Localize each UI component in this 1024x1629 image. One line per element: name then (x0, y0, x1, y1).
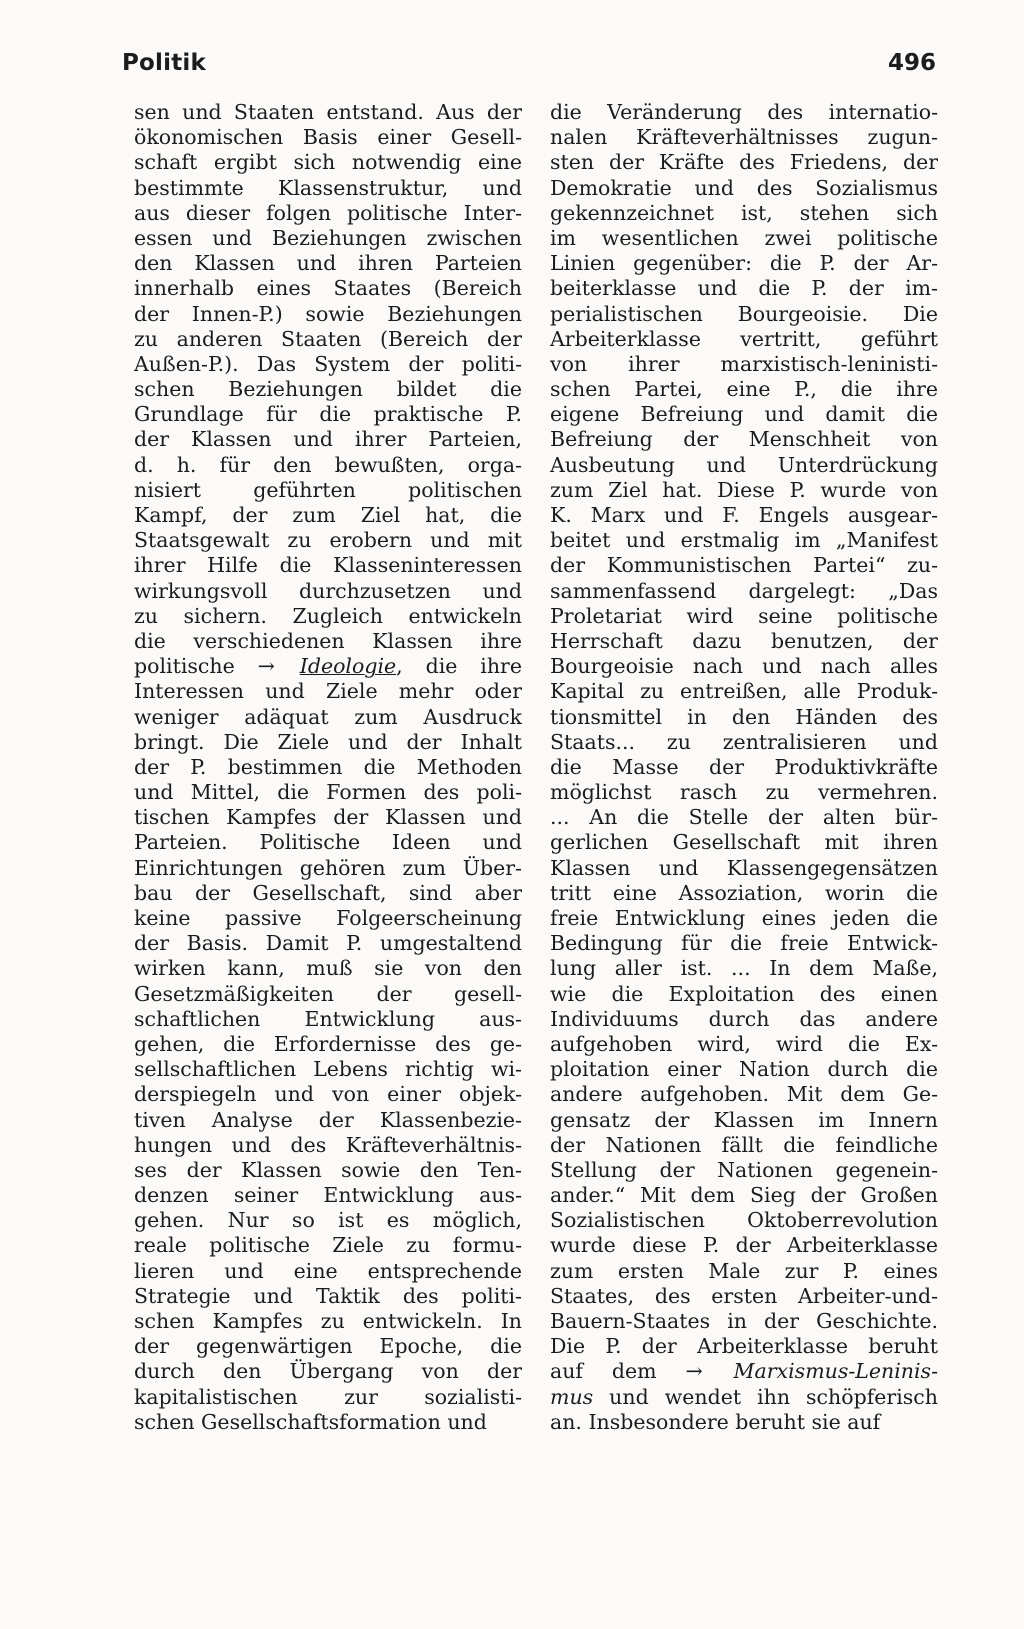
text-line: Staates, des ersten Arbeiter-und- (550, 1283, 938, 1308)
text-line: gehen. Nur so ist es möglich, (134, 1208, 522, 1233)
text-line: beiterklasse und die P. der im- (550, 276, 938, 301)
text-line: essen und Beziehungen zwischen (134, 225, 522, 250)
text-line: ses der Klassen sowie den Ten- (134, 1157, 522, 1182)
text-line: hungen und des Kräfteverhältnis- (134, 1132, 522, 1157)
text-line: Befreiung der Menschheit von (550, 427, 938, 452)
text-line: Staatsgewalt zu erobern und mit (134, 528, 522, 553)
text-fragment: auf dem (550, 1359, 686, 1384)
text-line: bau der Gesellschaft, sind aber (134, 880, 522, 905)
text-line: der gegenwärtigen Epoche, die (134, 1334, 522, 1359)
text-line: Kapital zu entreißen, alle Produk- (550, 679, 938, 704)
text-line: ökonomischen Basis einer Gesell- (134, 125, 522, 150)
text-line-mus (550, 1385, 938, 1410)
text-line: durch den Übergang von der (134, 1359, 522, 1384)
text-line: Einrichtungen gehören zum Über- (134, 855, 522, 880)
text-line: Sozialistischen Oktoberrevolution (550, 1208, 938, 1233)
text-line: zum ersten Male zur P. eines (550, 1258, 938, 1283)
text-line: gerlichen Gesellschaft mit ihren (550, 830, 938, 855)
text-line: K. Marx und F. Engels ausgear- (550, 503, 938, 527)
text-line: reale politische Ziele zu formu- (134, 1233, 522, 1258)
cross-reference-marxismus-leninismus-cont[interactable]: mus (550, 1384, 594, 1409)
text-line: bringt. Die Ziele und der Inhalt (134, 729, 522, 754)
text-fragment: politische (134, 654, 258, 679)
text-line: tischen Kampfes der Klassen und (134, 805, 522, 830)
text-line: Gesetzmäßigkeiten der gesell- (134, 981, 522, 1006)
text-line: Außen-P.). Das System der politi- (134, 351, 522, 376)
text-line: Ausbeutung und Unterdrückung (550, 452, 938, 477)
text-line: freie Entwicklung eines jeden die (550, 906, 938, 930)
text-line: der Kommunistischen Partei“ zu- (550, 553, 938, 578)
text-line: eigene Befreiung und damit die (550, 402, 938, 427)
text-line: innerhalb eines Staates (Bereich (134, 276, 522, 301)
text-line: der Innen-P.) sowie Beziehungen (134, 301, 522, 326)
text-line: zu anderen Staaten (Bereich der (134, 326, 522, 351)
text-line: schen Beziehungen bildet die (134, 377, 522, 402)
text-line: schen Partei, eine P., die ihre (550, 377, 938, 402)
text-line: Strategie und Taktik des politi- (134, 1283, 522, 1308)
text-line: wurde diese P. der Arbeiterklasse (550, 1233, 938, 1258)
text-line: zu sichern. Zugleich entwickeln (134, 603, 522, 628)
text-line: Proletariat wird seine politische (550, 603, 938, 628)
text-line: schen Gesellschaftsformation und (134, 1409, 487, 1434)
text-line: Demokratie und des Sozialismus (550, 175, 938, 200)
text-line: Staats... zu zentralisieren und (550, 729, 938, 754)
text-line: lieren und eine entsprechende (134, 1258, 522, 1283)
cross-reference-ideologie[interactable]: Ideologie (299, 654, 397, 679)
text-line: Bedingung für die freie Entwick- (550, 931, 938, 956)
text-column-left (134, 100, 522, 1435)
text-line-marxismus (550, 1359, 938, 1384)
text-line: Klassen und Klassengegensätzen (550, 855, 938, 880)
text-line: und Mittel, die Formen des poli- (134, 780, 522, 805)
text-line: weniger adäquat zum Ausdruck (134, 704, 522, 729)
page-header (122, 50, 936, 90)
text-line: nalen Kräfteverhältnisses zugun- (550, 125, 938, 150)
text-line: lung aller ist. ... In dem Maße, (550, 956, 938, 981)
text-line: Kampf, der zum Ziel hat, die (134, 503, 522, 527)
text-line: ihrer Hilfe die Klasseninteressen (134, 553, 522, 578)
text-line: gehen, die Erfordernisse des ge- (134, 1031, 522, 1056)
text-line: aufgehoben wird, wird die Ex- (550, 1031, 938, 1056)
text-line: sellschaftlichen Lebens richtig wi- (134, 1057, 522, 1082)
text-line: gensatz der Klassen im Innern (550, 1107, 938, 1132)
text-line: die verschiedenen Klassen ihre (134, 628, 522, 653)
text-line: Bourgeoisie nach und nach alles (550, 654, 938, 679)
text-line: denzen seiner Entwicklung aus- (134, 1183, 522, 1208)
text-line: derspiegeln und von einer objek- (134, 1082, 522, 1107)
text-line: Herrschaft dazu benutzen, der (550, 628, 938, 653)
text-line: der Klassen und ihrer Parteien, (134, 427, 522, 452)
text-line: d. h. für den bewußten, orga- (134, 452, 522, 477)
cross-reference-marxismus-leninismus[interactable]: Marxismus-Leninis- (733, 1359, 938, 1384)
text-line: die Veränderung des internatio- (550, 100, 938, 124)
text-line: Bauern-Staates in der Geschichte. (550, 1309, 938, 1333)
text-line: gekennzeichnet ist, stehen sich (550, 200, 938, 225)
text-line: der P. bestimmen die Methoden (134, 754, 522, 779)
text-line: sen und Staaten entstand. Aus der (134, 100, 522, 124)
text-line: keine passive Folgeerscheinung (134, 906, 522, 930)
text-line: beitet und erstmalig im „Manifest (550, 528, 938, 553)
text-line: im wesentlichen zwei politische (550, 225, 938, 250)
section-title: Politik (122, 50, 207, 76)
text-line: Interessen und Ziele mehr oder (134, 679, 522, 704)
text-line: tionsmittel in den Händen des (550, 704, 938, 729)
text-line: Arbeiterklasse vertritt, geführt (550, 326, 938, 351)
text-line: Parteien. Politische Ideen und (134, 830, 522, 855)
text-line: schen Kampfes zu entwickeln. In (134, 1309, 522, 1333)
text-line: die Masse der Produktivkräfte (550, 754, 938, 779)
arrow-icon: → (685, 1359, 705, 1384)
arrow-icon: → (257, 654, 277, 679)
text-line: Grundlage für die praktische P. (134, 402, 522, 427)
text-line: wirken kann, muß sie von den (134, 956, 522, 981)
text-line: der Nationen fällt die feindliche (550, 1132, 938, 1157)
text-line: tritt eine Assoziation, worin die (550, 880, 938, 905)
text-line: an. Insbesondere beruht sie auf (550, 1409, 881, 1434)
text-line: schaftlichen Entwicklung aus- (134, 1006, 522, 1031)
text-line: den Klassen und ihren Parteien (134, 251, 522, 276)
text-line: aus dieser folgen politische Inter- (134, 200, 522, 225)
text-line: sammenfassend dargelegt: „Das (550, 578, 938, 603)
page-number: 496 (887, 50, 936, 76)
text-line: zum Ziel hat. Diese P. wurde von (550, 477, 938, 502)
text-line: tiven Analyse der Klassenbezie- (134, 1107, 522, 1132)
text-fragment: und wendet ihn schöpferisch (593, 1384, 938, 1409)
text-fragment: , die ihre (396, 654, 522, 679)
text-line: Stellung der Nationen gegenein- (550, 1157, 938, 1182)
text-line: kapitalistischen zur sozialisti- (134, 1384, 522, 1409)
text-line: schaft ergibt sich notwendig eine (134, 150, 522, 175)
text-line-ideologie (134, 654, 522, 679)
text-column-right (550, 100, 938, 1435)
text-line: Individuums durch das andere (550, 1006, 938, 1031)
text-line: perialistischen Bourgeoisie. Die (550, 301, 938, 326)
text-line: andere aufgehoben. Mit dem Ge- (550, 1082, 938, 1107)
text-line: von ihrer marxistisch-leninisti- (550, 351, 938, 376)
text-line: wirkungsvoll durchzusetzen und (134, 578, 522, 603)
text-line: möglichst rasch zu vermehren. (550, 780, 938, 805)
text-line: Linien gegenüber: die P. der Ar- (550, 251, 938, 276)
text-line: nisiert geführten politischen (134, 477, 522, 502)
text-line: bestimmte Klassenstruktur, und (134, 175, 522, 200)
text-line: sten der Kräfte des Friedens, der (550, 150, 938, 175)
text-line: ploitation einer Nation durch die (550, 1057, 938, 1082)
text-line: der Basis. Damit P. umgestaltend (134, 931, 522, 956)
text-line: ... An die Stelle der alten bür- (550, 805, 938, 830)
text-line: ander.“ Mit dem Sieg der Großen (550, 1183, 938, 1208)
text-line: wie die Exploitation des einen (550, 981, 938, 1006)
text-line: Die P. der Arbeiterklasse beruht (550, 1334, 938, 1359)
